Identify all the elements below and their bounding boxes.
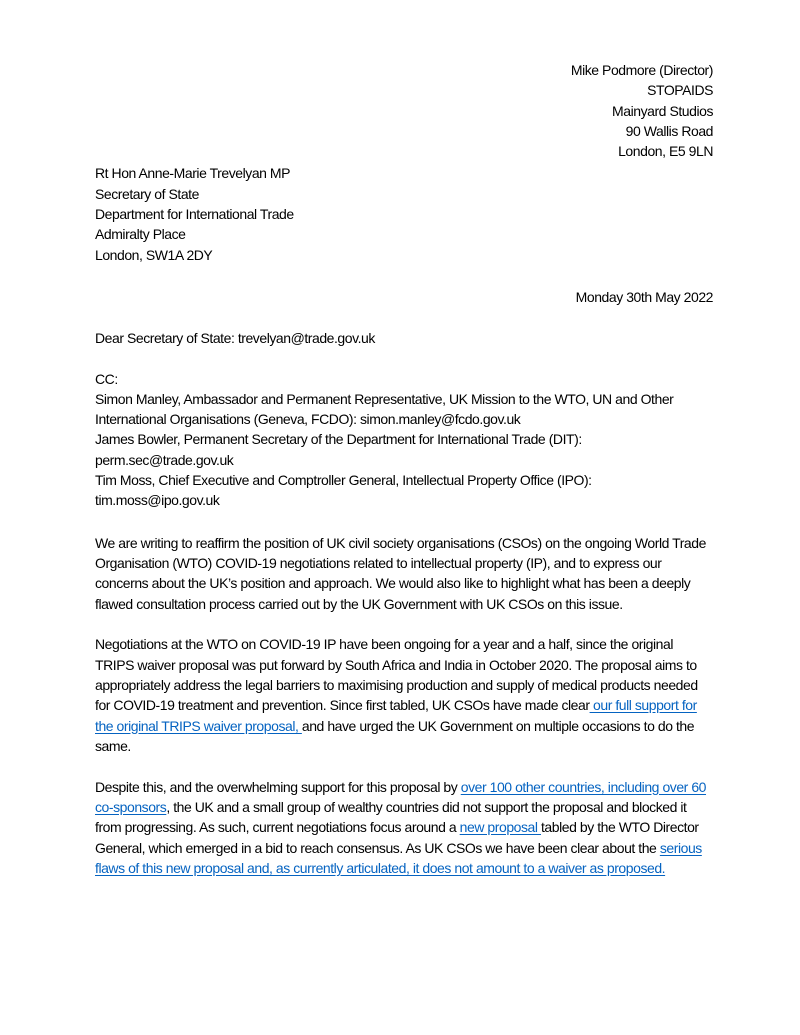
hyperlink[interactable]: over 100 other countries, including over 60 co-sponsors xyxy=(95,778,707,815)
recipient-address-line: London, SW1A 2DY xyxy=(95,246,213,263)
letter-body xyxy=(95,533,713,878)
text-run: tabled by the WTO Director General, which emerged in a bid to reach consensus. As UK CSOs we have been clear about the xyxy=(95,819,699,856)
text-run: We are writing to reaffirm the position of UK civil society organisations (CSOs) on the ongoing World Trade Organisation (WTO) COVID-19 negotiations related to intellectual property (IP), and to express our concerns about the UK’s position and approach. We would also like to highlight what has been a deeply flawed consultation process carried out by the UK Government with UK CSOs on this issue. xyxy=(95,534,706,612)
sender-address-block xyxy=(95,60,713,161)
letter-content xyxy=(95,60,713,878)
salutation: Dear Secretary of State: trevelyan@trade.gov.uk xyxy=(95,330,375,347)
hyperlink[interactable]: serious flaws of this new proposal and, as currently articulated, it does not amount to a waiver as proposed. xyxy=(95,839,702,876)
text-run: Despite this, and the overwhelming support for this proposal by xyxy=(95,778,461,795)
recipient-address-block xyxy=(95,163,713,264)
body-paragraph xyxy=(95,777,713,878)
cc-label: CC: xyxy=(95,370,118,387)
letter-date: Monday 30th May 2022 xyxy=(575,288,713,305)
text-run: Negotiations at the WTO on COVID-19 IP have been ongoing for a year and a half, since the original TRIPS waiver proposal was put forward by South Africa and India in October 2020. The proposal aims to appropriately address the legal barriers to maximising production and supply of medical products needed for COVID-19 treatment and prevention. Since first tabled, UK CSOs have made clear xyxy=(95,636,698,714)
sender-address-line: Mike Podmore (Director) xyxy=(570,62,713,78)
recipient-address-line: Rt Hon Anne-Marie Trevelyan MP xyxy=(95,165,291,182)
text-run: and have urged the UK Government on multiple occasions to do the same. xyxy=(95,717,695,754)
sender-address-line: London, E5 9LN xyxy=(618,143,713,160)
text-run: , the UK and a small group of wealthy countries did not support the proposal and blocked it from progressing. As such, current negotiations focus around a xyxy=(95,798,687,836)
cc-entry: Tim Moss, Chief Executive and Comptroller General, Intellectual Property Office (IPO): tim.moss@ipo.gov.uk xyxy=(95,472,592,509)
cc-entry: James Bowler, Permanent Secretary of the Department for International Trade (DIT): perm.sec@trade.gov.uk xyxy=(95,431,582,468)
recipient-address-line: Admiralty Place xyxy=(95,226,186,243)
cc-block xyxy=(95,369,713,511)
sender-address-line: 90 Wallis Road xyxy=(625,122,713,139)
cc-entries xyxy=(95,389,713,511)
hyperlink[interactable]: our full support for the original TRIPS waiver proposal, xyxy=(95,697,697,734)
recipient-address-line: Department for International Trade xyxy=(95,206,294,223)
sender-address-line: STOPAIDS xyxy=(647,82,713,99)
body-paragraph xyxy=(95,634,713,756)
recipient-address-line: Secretary of State xyxy=(95,185,199,202)
body-paragraph xyxy=(95,533,713,614)
hyperlink[interactable]: new proposal xyxy=(459,819,541,836)
cc-entry: Simon Manley, Ambassador and Permanent Representative, UK Mission to the WTO, UN and Other International Organisations (Geneva, FCDO): simon.manley@fcdo.gov.uk xyxy=(95,390,674,428)
sender-address-line: Mainyard Studios xyxy=(612,102,713,119)
